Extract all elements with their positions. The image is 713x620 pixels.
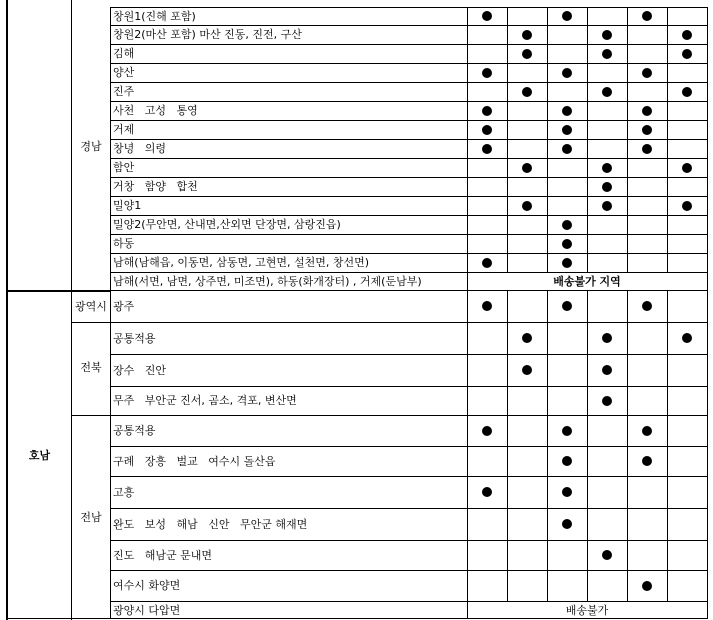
column-divider [667, 570, 668, 601]
column-divider [707, 234, 708, 253]
region-name: 양산 [113, 66, 135, 79]
table-top-border [110, 7, 707, 8]
column-divider [467, 44, 468, 63]
row-divider [110, 272, 707, 273]
column-divider [667, 101, 668, 120]
column-divider [547, 196, 548, 215]
column-divider [627, 101, 628, 120]
delivery-dot [602, 163, 612, 173]
row-divider [110, 44, 707, 45]
delivery-dot [482, 258, 492, 268]
column-divider [547, 158, 548, 177]
column-divider [547, 63, 548, 82]
column-divider [467, 272, 468, 290]
column-divider [547, 139, 548, 158]
region-name: 진주 [113, 85, 135, 98]
region-name: 공통적용 [113, 332, 156, 345]
region-name: 거창 함양 합천 [113, 180, 198, 193]
column-divider [627, 253, 628, 272]
column-divider [587, 508, 588, 540]
column-divider [507, 101, 508, 120]
column-divider [547, 177, 548, 196]
row-divider [110, 354, 707, 355]
delivery-dot [562, 220, 572, 230]
delivery-dot [522, 333, 532, 343]
delivery-dot [482, 125, 492, 135]
column-divider [707, 120, 708, 139]
column-divider [467, 446, 468, 476]
column-divider [587, 101, 588, 120]
column-divider [707, 101, 708, 120]
column-divider [467, 476, 468, 508]
column-divider [587, 82, 588, 101]
subgroup-column-divider [110, 7, 111, 619]
column-divider [547, 446, 548, 476]
column-divider [587, 253, 588, 272]
delivery-dot [682, 30, 692, 40]
column-divider [667, 234, 668, 253]
column-divider [627, 82, 628, 101]
column-divider [707, 446, 708, 476]
column-divider [467, 415, 468, 446]
column-divider [627, 415, 628, 446]
subgroup-divider [71, 322, 110, 323]
row-divider [110, 196, 707, 197]
region-name: 함안 [113, 161, 135, 174]
column-divider [467, 158, 468, 177]
delivery-dot [642, 581, 652, 591]
column-divider [507, 44, 508, 63]
column-divider [627, 44, 628, 63]
region-name: 김해 [113, 47, 135, 60]
column-divider [587, 234, 588, 253]
column-divider [507, 196, 508, 215]
column-divider [707, 139, 708, 158]
column-divider [587, 290, 588, 322]
column-divider [507, 322, 508, 354]
column-divider [547, 44, 548, 63]
column-divider [627, 508, 628, 540]
column-divider [467, 82, 468, 101]
column-divider [467, 25, 468, 44]
column-divider [627, 570, 628, 601]
column-divider [467, 7, 468, 25]
column-divider [707, 601, 708, 619]
group-label-gyeongnam: 경남 [80, 140, 102, 153]
column-divider [707, 196, 708, 215]
column-divider [507, 63, 508, 82]
column-divider [627, 7, 628, 25]
region-name: 광양시 다압면 [113, 604, 181, 617]
column-divider [627, 25, 628, 44]
region-name: 창녕 의령 [113, 142, 166, 155]
delivery-dot [682, 201, 692, 211]
delivery-dot [522, 201, 532, 211]
region-name: 공통적용 [113, 424, 156, 437]
column-divider [587, 540, 588, 570]
column-divider [507, 508, 508, 540]
row-divider [110, 139, 707, 140]
delivery-dot [482, 68, 492, 78]
delivery-dot [602, 550, 612, 560]
column-divider [547, 253, 548, 272]
region-name: 창원1(진해 포함) [113, 10, 196, 23]
delivery-dot [562, 426, 572, 436]
group-label-honam: 호남 [28, 449, 51, 462]
column-divider [667, 415, 668, 446]
column-divider [707, 476, 708, 508]
region-name: 광주 [113, 300, 135, 313]
column-divider [507, 7, 508, 25]
column-divider [667, 44, 668, 63]
column-divider [587, 415, 588, 446]
column-divider [667, 25, 668, 44]
column-divider [587, 25, 588, 44]
row-divider [110, 386, 707, 387]
delivery-dot [482, 301, 492, 311]
delivery-dot [682, 163, 692, 173]
column-divider [707, 415, 708, 446]
column-divider [627, 120, 628, 139]
column-divider [467, 322, 468, 354]
column-divider [707, 386, 708, 415]
region-name: 완도 보성 해남 신안 무안군 해재면 [113, 518, 308, 531]
column-divider [667, 322, 668, 354]
outer-left-border [6, 0, 8, 620]
column-divider [587, 158, 588, 177]
delivery-dot [602, 87, 612, 97]
column-divider [547, 386, 548, 415]
column-divider [707, 570, 708, 601]
column-divider [627, 177, 628, 196]
column-divider [627, 215, 628, 234]
column-divider [507, 446, 508, 476]
region-name: 거제 [113, 123, 135, 136]
column-divider [467, 196, 468, 215]
row-divider [110, 120, 707, 121]
delivery-dot [602, 30, 612, 40]
delivery-dot [562, 519, 572, 529]
column-divider [627, 139, 628, 158]
column-divider [587, 322, 588, 354]
delivery-dot [562, 487, 572, 497]
column-divider [667, 290, 668, 322]
column-divider [667, 446, 668, 476]
column-divider [627, 290, 628, 322]
column-divider [467, 601, 468, 619]
row-divider [110, 234, 707, 235]
column-divider [547, 101, 548, 120]
delivery-dot [642, 106, 652, 116]
delivery-dot [482, 106, 492, 116]
column-divider [667, 139, 668, 158]
column-divider [587, 354, 588, 386]
column-divider [587, 44, 588, 63]
column-divider [507, 253, 508, 272]
delivery-dot [642, 301, 652, 311]
column-divider [547, 354, 548, 386]
column-divider [627, 354, 628, 386]
delivery-dot [602, 365, 612, 375]
column-divider [587, 476, 588, 508]
region-name: 무주 부안군 진서, 곰소, 격포, 변산면 [113, 394, 297, 407]
column-divider [507, 120, 508, 139]
column-divider [507, 139, 508, 158]
column-divider [627, 476, 628, 508]
column-divider [547, 540, 548, 570]
delivery-dot [562, 258, 572, 268]
column-divider [507, 415, 508, 446]
column-divider [707, 7, 708, 25]
column-divider [707, 508, 708, 540]
delivery-dot [562, 456, 572, 466]
column-divider [467, 120, 468, 139]
delivery-dot [562, 11, 572, 21]
column-divider [627, 158, 628, 177]
column-divider [547, 290, 548, 322]
delivery-dot [522, 30, 532, 40]
delivery-dot [602, 396, 612, 406]
column-divider [587, 386, 588, 415]
column-divider [667, 63, 668, 82]
column-divider [627, 322, 628, 354]
column-divider [667, 196, 668, 215]
delivery-dot [482, 487, 492, 497]
row-divider [110, 540, 707, 541]
row-divider [110, 253, 707, 254]
region-name: 밀양2(무안면, 산내면,산외면 단장면, 삼랑진읍) [113, 218, 341, 231]
delivery-dot [562, 106, 572, 116]
column-divider [547, 415, 548, 446]
delivery-dot [522, 49, 532, 59]
column-divider [587, 120, 588, 139]
column-divider [467, 234, 468, 253]
region-name: 고흥 [113, 486, 135, 499]
delivery-dot [602, 201, 612, 211]
column-divider [467, 63, 468, 82]
column-divider [507, 25, 508, 44]
table-bottom-border [6, 618, 707, 619]
column-divider [707, 290, 708, 322]
column-divider [587, 196, 588, 215]
row-divider [110, 25, 707, 26]
column-divider [467, 215, 468, 234]
column-divider [667, 120, 668, 139]
column-divider [627, 196, 628, 215]
column-divider [667, 508, 668, 540]
delivery-dot [562, 301, 572, 311]
row-divider [110, 215, 707, 216]
column-divider [667, 476, 668, 508]
column-divider [467, 508, 468, 540]
region-name: 진도 해남군 문내면 [113, 549, 212, 562]
column-divider [667, 177, 668, 196]
column-divider [667, 7, 668, 25]
column-divider [507, 215, 508, 234]
column-divider [467, 386, 468, 415]
column-divider [587, 570, 588, 601]
group-label-jeonbuk: 전북 [80, 361, 102, 374]
column-divider [627, 540, 628, 570]
delivery-dot [642, 68, 652, 78]
column-divider [627, 234, 628, 253]
column-divider [707, 82, 708, 101]
column-divider [547, 476, 548, 508]
column-divider [587, 7, 588, 25]
delivery-dot [682, 49, 692, 59]
row-divider [110, 446, 707, 447]
column-divider [467, 177, 468, 196]
column-divider [467, 570, 468, 601]
delivery-unavailable-note: 배송불가 지역 [553, 275, 621, 288]
column-divider [667, 354, 668, 386]
column-divider [467, 290, 468, 322]
delivery-dot [522, 87, 532, 97]
delivery-dot [642, 11, 652, 21]
delivery-dot [642, 144, 652, 154]
region-group-divider [6, 290, 110, 292]
column-divider [707, 540, 708, 570]
delivery-unavailable-note: 배송불가 [565, 604, 609, 617]
row-divider [110, 101, 707, 102]
column-divider [467, 139, 468, 158]
column-divider [707, 253, 708, 272]
column-divider [667, 82, 668, 101]
column-divider [587, 215, 588, 234]
column-divider [707, 158, 708, 177]
subgroup-divider [71, 415, 110, 416]
column-divider [507, 386, 508, 415]
column-divider [707, 272, 708, 290]
delivery-dot [482, 144, 492, 154]
column-divider [707, 25, 708, 44]
column-divider [507, 476, 508, 508]
column-divider [547, 570, 548, 601]
delivery-dot [602, 49, 612, 59]
column-divider [707, 44, 708, 63]
row-divider [110, 570, 707, 571]
delivery-dot [642, 125, 652, 135]
column-divider [587, 446, 588, 476]
column-divider [667, 215, 668, 234]
column-divider [587, 177, 588, 196]
column-divider [507, 82, 508, 101]
row-divider [110, 63, 707, 64]
column-divider [667, 253, 668, 272]
delivery-dot [482, 11, 492, 21]
column-divider [467, 540, 468, 570]
column-divider [667, 158, 668, 177]
region-name: 밀양1 [113, 199, 142, 212]
column-divider [507, 234, 508, 253]
column-divider [547, 82, 548, 101]
column-divider [707, 354, 708, 386]
delivery-dot [562, 125, 572, 135]
delivery-dot [682, 333, 692, 343]
row-divider [110, 508, 707, 509]
region-name: 창원2(마산 포함) 마산 진동, 진전, 구산 [113, 28, 302, 41]
column-divider [467, 253, 468, 272]
row-divider [110, 290, 707, 291]
column-divider [547, 120, 548, 139]
column-divider [547, 322, 548, 354]
column-divider [467, 354, 468, 386]
column-divider [627, 386, 628, 415]
delivery-dot [562, 239, 572, 249]
row-divider [110, 322, 707, 323]
row-divider [110, 476, 707, 477]
column-divider [587, 63, 588, 82]
column-divider [547, 215, 548, 234]
column-divider [507, 540, 508, 570]
delivery-dot [602, 333, 612, 343]
group-label-gwangyeoksi: 광역시 [75, 300, 107, 313]
column-divider [707, 322, 708, 354]
delivery-dot [522, 365, 532, 375]
delivery-dot [562, 144, 572, 154]
region-name: 사천 고성 통영 [113, 104, 198, 117]
group-label-jeonnam: 전남 [80, 511, 102, 524]
delivery-dot [602, 182, 612, 192]
column-divider [707, 215, 708, 234]
column-divider [667, 386, 668, 415]
column-divider [667, 540, 668, 570]
column-divider [547, 7, 548, 25]
region-name: 장수 진안 [113, 364, 166, 377]
region-name: 여수시 화양면 [113, 579, 181, 592]
column-divider [707, 63, 708, 82]
column-divider [547, 25, 548, 44]
delivery-dot [522, 163, 532, 173]
column-divider [547, 234, 548, 253]
column-divider [547, 508, 548, 540]
column-divider [707, 177, 708, 196]
column-divider [587, 139, 588, 158]
column-divider [507, 570, 508, 601]
column-divider [467, 101, 468, 120]
row-divider [110, 415, 707, 416]
delivery-dot [482, 426, 492, 436]
column-divider [627, 446, 628, 476]
row-divider [110, 158, 707, 159]
column-divider [507, 354, 508, 386]
delivery-dot [682, 87, 692, 97]
delivery-dot [562, 68, 572, 78]
row-divider [110, 177, 707, 178]
region-name: 남해(남해읍, 이동면, 삼동면, 고현면, 설천면, 창선면) [113, 256, 370, 269]
region-name: 하동 [113, 237, 135, 250]
region-name: 구례 장흥 벌교 여수시 돌산읍 [113, 455, 276, 468]
column-divider [627, 63, 628, 82]
row-divider [110, 601, 707, 602]
delivery-dot [642, 426, 652, 436]
column-divider [507, 290, 508, 322]
region-name: 남해(서면, 남면, 상주면, 미조면), 하동(화개장터) , 거제(둔남부) [113, 275, 422, 288]
column-divider [507, 177, 508, 196]
row-divider [110, 82, 707, 83]
delivery-dot [642, 456, 652, 466]
column-divider [507, 158, 508, 177]
